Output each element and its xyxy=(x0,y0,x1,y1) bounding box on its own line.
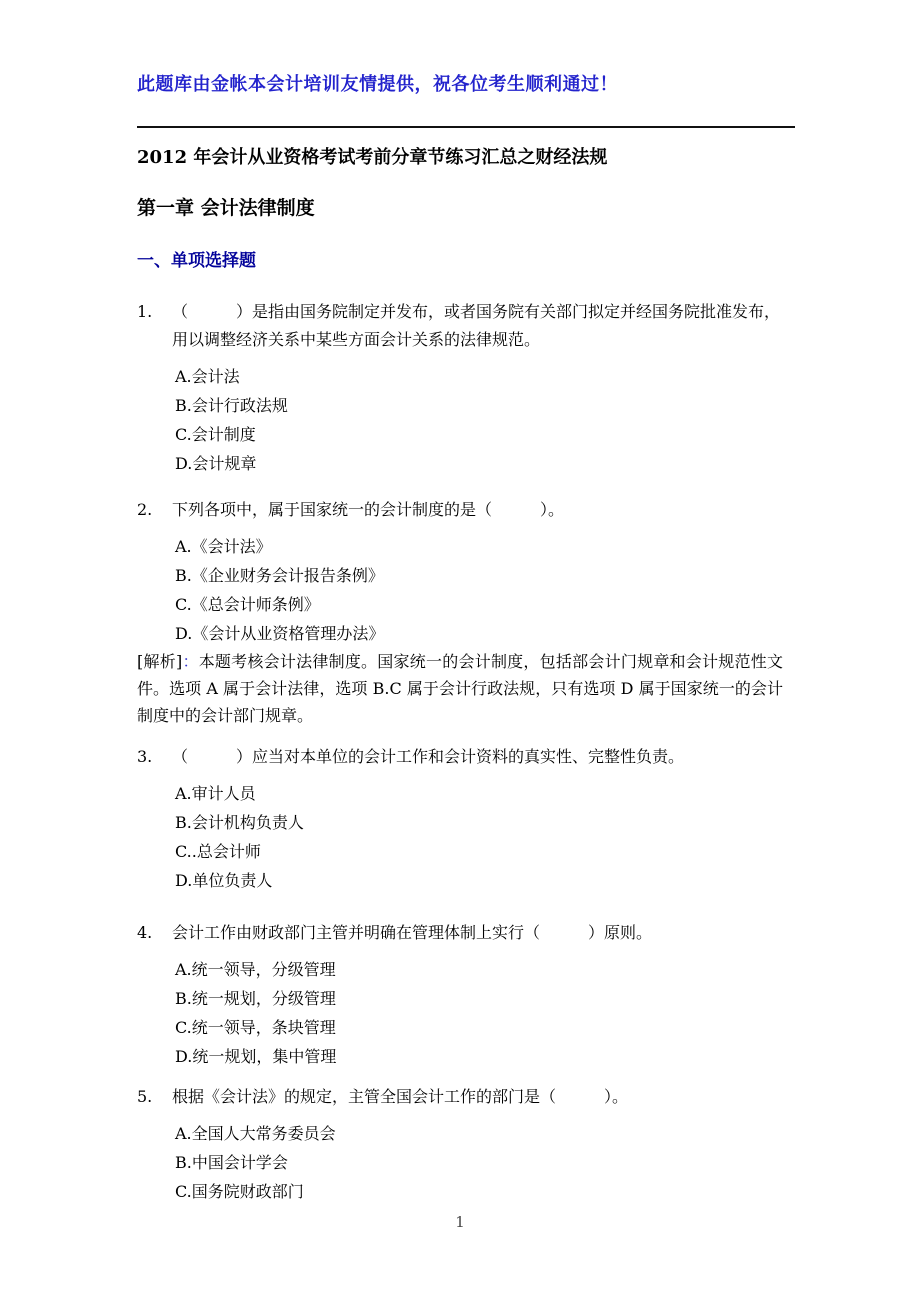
question-2-options xyxy=(137,532,783,648)
question-number: 2. xyxy=(137,500,153,519)
question-text: 会计工作由财政部门主管并明确在管理体制上实行（ ）原则。 xyxy=(172,923,653,942)
analysis-colon: ： xyxy=(182,652,199,671)
option-c: C.统一领导，条块管理 xyxy=(175,1018,336,1037)
header-notice: 此题库由金帐本会计培训友情提供，祝各位考生顺利通过！ xyxy=(137,74,618,95)
option-b: B.《企业财务会计报告条例》 xyxy=(175,566,384,585)
option-c: C.《总会计师条例》 xyxy=(175,595,320,614)
question-5 xyxy=(137,1083,783,1111)
question-2 xyxy=(137,496,783,524)
question-1-options xyxy=(137,362,783,478)
option-a: A.全国人大常务委员会 xyxy=(175,1124,336,1143)
analysis-text: 本题考核会计法律制度。国家统一的会计制度，包括部会计门规章和会计规范性文件。选项 A 属于会计法律，选项 B.C 属于会计行政法规，只有选项 D 属于国家统一的会计制度中的会计部门规章。 xyxy=(137,652,783,725)
question-number: 3. xyxy=(137,747,153,766)
option-a: A.审计人员 xyxy=(175,784,256,803)
question-4 xyxy=(137,919,783,947)
question-text: 下列各项中，属于国家统一的会计制度的是（ ）。 xyxy=(172,500,565,519)
option-b: B.统一规划，分级管理 xyxy=(175,989,336,1008)
option-d: D.单位负责人 xyxy=(175,871,273,890)
question-4-options xyxy=(137,955,783,1071)
question-text: （ ）是指由国务院制定并发布，或者国务院有关部门拟定并经国务院批准发布，用以调整经济关系中某些方面会计关系的法律规范。 xyxy=(172,302,781,349)
option-c: C.国务院财政部门 xyxy=(175,1182,304,1201)
option-b: B.中国会计学会 xyxy=(175,1153,288,1172)
page-number: 1 xyxy=(455,1213,465,1231)
section-heading: 一、单项选择题 xyxy=(137,251,256,271)
question-text: （ ）应当对本单位的会计工作和会计资料的真实性、完整性负责。 xyxy=(172,747,685,766)
question-text: 根据《会计法》的规定，主管全国会计工作的部门是（ ）。 xyxy=(172,1087,629,1106)
option-c: C.会计制度 xyxy=(175,425,256,444)
option-d: D.《会计从业资格管理办法》 xyxy=(175,624,385,643)
question-number: 4. xyxy=(137,923,153,942)
question-3-options xyxy=(137,779,783,895)
option-b: B.会计行政法规 xyxy=(175,396,288,415)
question-3 xyxy=(137,743,783,771)
option-a: A.会计法 xyxy=(175,367,240,386)
divider-line xyxy=(137,126,795,128)
question-number: 1. xyxy=(137,302,153,321)
question-1 xyxy=(137,298,783,354)
option-a: A.《会计法》 xyxy=(175,537,272,556)
analysis-paragraph xyxy=(137,648,783,729)
option-a: A.统一领导，分级管理 xyxy=(175,960,336,979)
doc-title: 2012 年会计从业资格考试考前分章节练习汇总之财经法规 xyxy=(137,147,608,168)
question-5-options xyxy=(137,1119,783,1206)
option-d: D.统一规划，集中管理 xyxy=(175,1047,337,1066)
option-b: B.会计机构负责人 xyxy=(175,813,304,832)
option-c: C..总会计师 xyxy=(175,842,261,861)
question-number: 5. xyxy=(137,1087,153,1106)
option-d: D.会计规章 xyxy=(175,454,257,473)
chapter-title: 第一章 会计法律制度 xyxy=(137,197,315,219)
analysis-label: [解析] xyxy=(137,652,183,671)
